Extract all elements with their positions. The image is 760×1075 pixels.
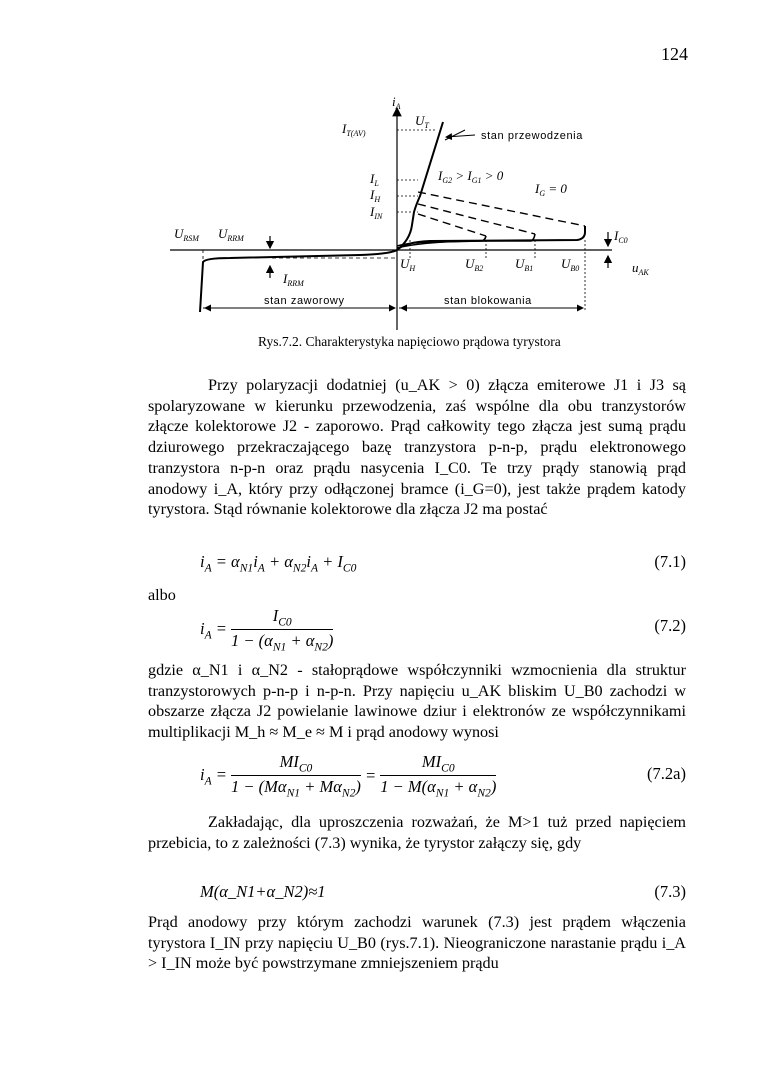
label-iin: $I_{IN}$ (370, 204, 383, 221)
label-stan-blokowania: stan blokowania (444, 295, 532, 307)
label-ia: $i_A$ (392, 94, 401, 111)
label-il: $I_L$ (370, 171, 379, 188)
label-irrm: $I_{RRM}$ (283, 271, 304, 288)
label-uak: $u_{AK}$ (632, 260, 649, 277)
paragraph-2 (148, 660, 686, 743)
label-itav: $I_{T(AV)}$ (342, 121, 366, 138)
label-ut: $U_T$ (415, 113, 429, 130)
equation-7-1: $i_A = \alpha_{N1}i_A + \alpha_{N2}i_A + I_{C0}$ (7.1) (200, 552, 686, 575)
paragraph-1-text: Przy polaryzacji dodatniej (u_AK > 0) złącza emiterowe J1 i J3 są spolaryzowane w kierunku przewodzenia, zaś wspólne dla obu tranzystorów złącze kolektorowe J2 - zaporowo. Prąd całkowity tego złącza jest sumą prądu dziurowego przekraczającego bazę tranzystora p-n-p, prądu elektronowego tranzystora n-p-n oraz prądu nasycenia I_C0. Te trzy prądy stanowią prąd anodowy i_A, który przy odłączonej bramce (i_G=0), jest także prądem katody tyrystora. Stąd równanie kolektorowe dla złącza J2 ma postać (148, 376, 686, 519)
equation-7-2-number: (7.2) (654, 616, 686, 635)
label-ic0: $I_{C0}$ (614, 228, 628, 245)
switch-dash-ig2 (418, 214, 486, 236)
label-uh: $U_H$ (400, 256, 416, 273)
label-ih: $I_H$ (370, 187, 381, 204)
label-ub0: $U_{B0}$ (561, 256, 580, 273)
on-state-curve (397, 122, 443, 250)
page-number: 124 (661, 44, 688, 64)
label-stan-przewodzenia: stan przewodzenia (481, 130, 583, 142)
thyristor-iv-diagram (0, 0, 760, 340)
paragraph-4 (148, 912, 686, 974)
switch-dash-ig0 (418, 192, 585, 226)
equation-7-2: $i_A$ = $\frac{I_{C0}}{1 - (\alpha_{N1} + \alpha_{N2})}$ (7.2) (200, 606, 686, 654)
label-stan-zaworowy: stan zaworowy (264, 295, 345, 307)
label-ig-zero: $I_G = 0$ (535, 181, 567, 198)
label-ursm: $U_{RSM}$ (174, 226, 199, 243)
label-ub2: $U_{B2}$ (465, 256, 484, 273)
equation-7-1-number: (7.1) (654, 552, 686, 571)
equation-7-3-body: M(α_N1+α_N2)≈1 (200, 882, 326, 901)
paragraph-3 (148, 812, 686, 853)
forward-curve-ig0 (397, 226, 585, 250)
equation-7-3 (148, 882, 686, 908)
ut-pointer (445, 130, 465, 140)
equation-7-2a: $i_A$ = $\frac{MI_{C0}}{1 - (M\alpha_{N1} + M\alpha_{N2})}$ = $\frac{MI_{C0}}{1 - M(\alpha_{N1} + \alpha_{N2})}$ (7.2a) (200, 752, 686, 800)
przewodzenia-arrow (446, 135, 475, 137)
paragraph-3-text: Zakładając, dla uproszczenia rozważań, że M>1 tuż przed napięciem przebicia, to z zależności (7.3) wynika, że tyrystor załączy się, gdy (148, 813, 686, 852)
paragraph-2-text: gdzie α_N1 i α_N2 - stałoprądowe współczynniki wzmocnienia dla struktur tranzystorowych p-n-p i n-p-n. Przy napięciu u_AK bliskim U_B0 zachodzi w obszarze złącza J2 powielanie lawinowe dziur i elektronów ze współczynnikami multiplikacji M_h ≈ M_e ≈ M i prąd anodowy wynosi (148, 661, 686, 742)
paragraph-1 (148, 375, 686, 520)
equation-7-2a-number: (7.2a) (647, 764, 686, 783)
label-ig2-gt-ig1: $I_{G2} > I_{G1} > 0$ (438, 168, 504, 185)
label-ub1: $U_{B1}$ (515, 256, 534, 273)
albo-line: albo (148, 586, 176, 604)
paragraph-4-text: Prąd anodowy przy którym zachodzi warunek (7.3) jest prądem włączenia tyrystora I_IN przy napięciu U_B0 (rys.7.1). Nieograniczone narastanie prądu i_A > I_IN może być powstrzymane zmniejszeniem prądu (148, 913, 686, 973)
equation-7-3-number: (7.3) (654, 882, 686, 901)
figure-caption: Rys.7.2. Charakterystyka napięciowo prądowa tyrystora (258, 334, 561, 349)
label-urrm: $U_{RRM}$ (218, 226, 244, 243)
